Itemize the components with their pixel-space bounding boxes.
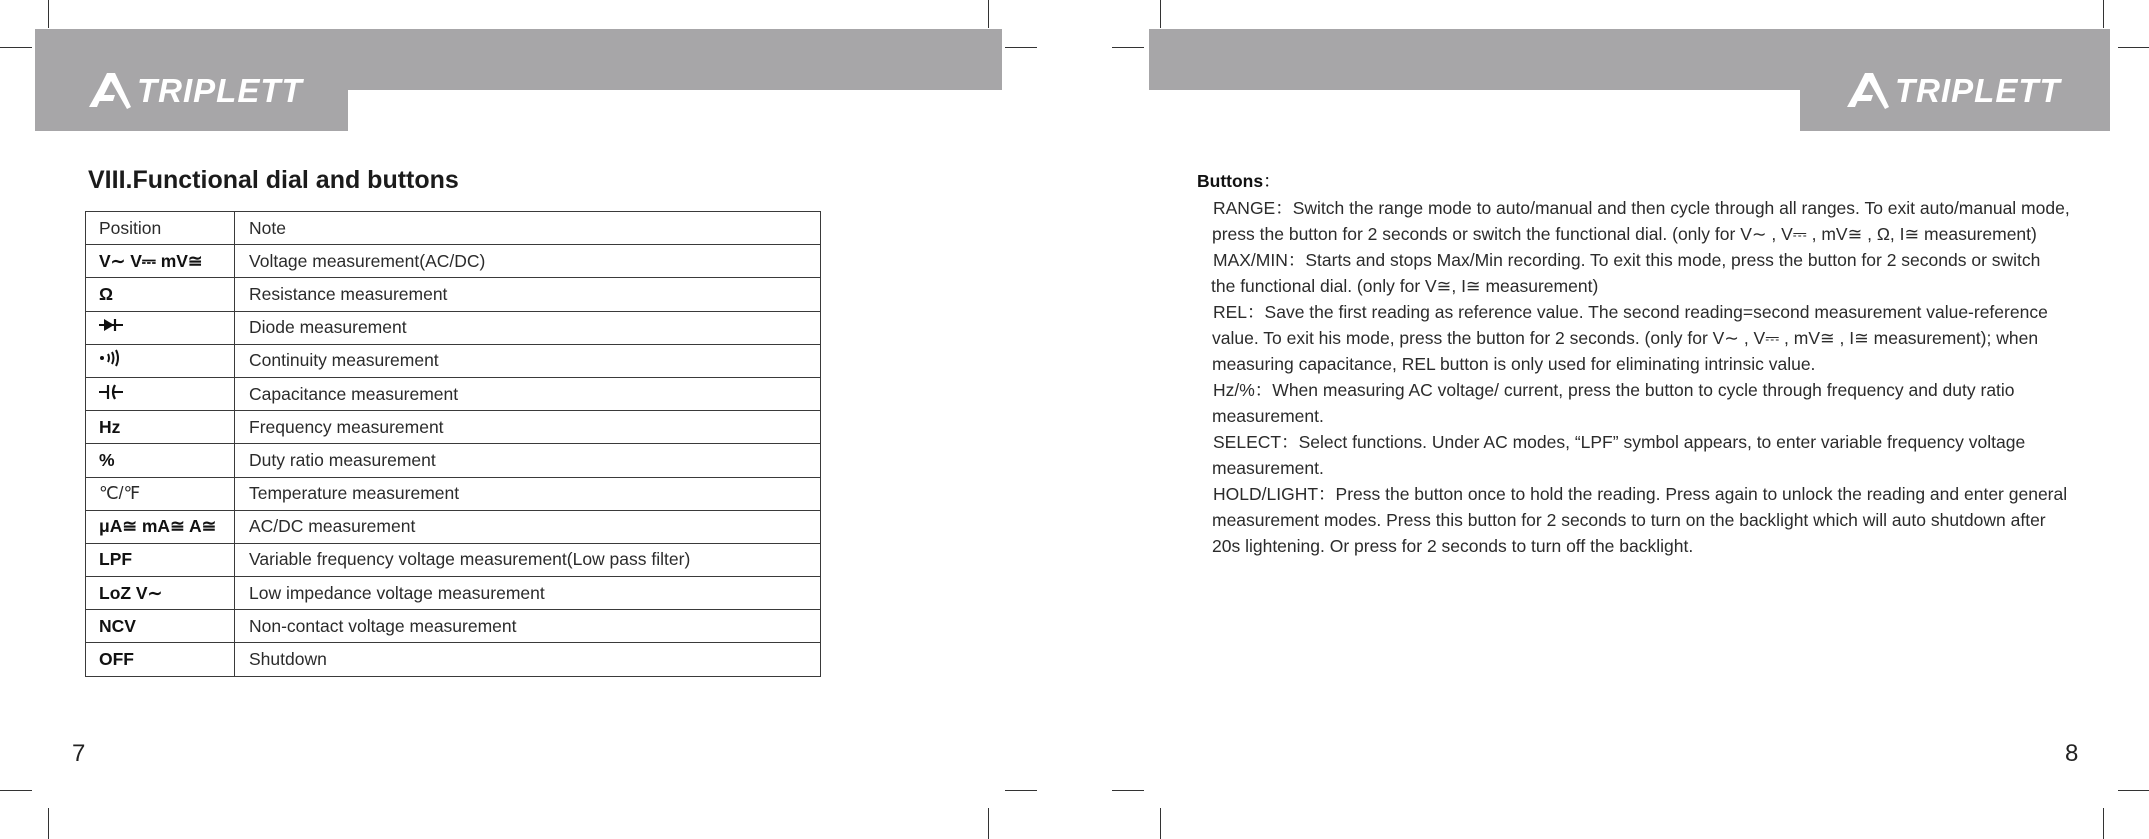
table-header-row — [86, 212, 821, 245]
note-cell: Capacitance measurement — [235, 377, 821, 410]
table-row — [86, 543, 821, 576]
note-cell: Frequency measurement — [235, 411, 821, 444]
table-row — [86, 377, 821, 410]
paragraph-line: measurement. — [1212, 458, 1324, 478]
crop-mark — [48, 808, 49, 839]
continuity-icon — [99, 349, 123, 367]
position-cell — [86, 377, 235, 410]
position-cell: Ω — [86, 278, 235, 311]
paragraph-line: the functional dial. (only for V≅, I≅ measurement) — [1211, 276, 1599, 296]
page-number: 8 — [2065, 740, 2079, 767]
crop-mark — [0, 790, 32, 791]
paragraph-line: value. To exit his mode, press the button for 2 seconds. (only for V∼ , V⎓ , mV≅ , I≅ measurement); when — [1212, 328, 2039, 348]
paragraph-line: RANGE：Switch the range mode to auto/manual and then cycle through all ranges. To exit auto/manual mode, — [1213, 198, 2070, 218]
table-row — [86, 610, 821, 643]
buttons-description — [1212, 195, 2092, 559]
paragraph-line: Hz/%：When measuring AC voltage/ current, press the button to cycle through frequency and duty ratio — [1213, 380, 2015, 400]
table-row — [86, 278, 821, 311]
position-cell: LPF — [86, 543, 235, 576]
brand-logo — [1845, 71, 2061, 111]
paragraph-line: measurement modes. Press this button for 2 seconds to turn on the backlight which will auto shutdown after — [1212, 510, 2046, 530]
note-cell: Temperature measurement — [235, 477, 821, 510]
position-cell: % — [86, 444, 235, 477]
buttons-heading — [1197, 168, 1281, 193]
position-cell: OFF — [86, 643, 235, 676]
paragraph-line: measuring capacitance, REL button is only used for eliminating intrinsic value. — [1212, 354, 1816, 374]
table-row — [86, 510, 821, 543]
table-header-position: Position — [86, 212, 235, 245]
table-row — [86, 444, 821, 477]
triplett-triangle-icon — [1845, 71, 1891, 111]
page-number: 7 — [72, 740, 86, 767]
functional-dial-table — [85, 211, 821, 677]
rel-paragraph — [1212, 299, 2092, 377]
position-cell: LoZ V∼ — [86, 577, 235, 610]
range-paragraph — [1212, 195, 2092, 247]
select-paragraph — [1212, 429, 2092, 481]
crop-mark — [2118, 790, 2149, 791]
note-cell: Voltage measurement(AC/DC) — [235, 245, 821, 278]
crop-mark — [988, 808, 989, 839]
position-cell: NCV — [86, 610, 235, 643]
note-cell: Diode measurement — [235, 311, 821, 344]
buttons-heading-colon: ： — [1263, 171, 1281, 191]
position-cell — [86, 344, 235, 377]
crop-mark — [1112, 790, 1144, 791]
crop-mark — [2118, 47, 2149, 48]
crop-mark — [1005, 790, 1037, 791]
note-cell: Shutdown — [235, 643, 821, 676]
paragraph-line: MAX/MIN：Starts and stops Max/Min recording. To exit this mode, press the button for 2 seconds or switch — [1213, 250, 2041, 270]
table-row — [86, 477, 821, 510]
position-cell — [86, 311, 235, 344]
crop-mark — [0, 47, 32, 48]
table-row — [86, 643, 821, 676]
table-row — [86, 344, 821, 377]
position-cell: Hz — [86, 411, 235, 444]
capacitor-icon — [99, 383, 123, 401]
note-cell: Low impedance voltage measurement — [235, 577, 821, 610]
max-min-paragraph — [1212, 247, 2092, 299]
note-cell: Variable frequency voltage measurement(Low pass filter) — [235, 543, 821, 576]
brand-logo — [87, 71, 303, 111]
note-cell: Duty ratio measurement — [235, 444, 821, 477]
paragraph-line: REL：Save the first reading as reference value. The second reading=second measurement value-reference — [1213, 302, 2048, 322]
table-row — [86, 411, 821, 444]
paragraph-line: press the button for 2 seconds or switch the functional dial. (only for V∼ , V⎓ , mV≅ , Ω, I≅ measurement) — [1212, 224, 2037, 244]
crop-mark — [1005, 47, 1037, 48]
position-cell: ℃/℉ — [86, 477, 235, 510]
note-cell: Resistance measurement — [235, 278, 821, 311]
crop-mark — [2103, 0, 2104, 28]
paragraph-line: SELECT：Select functions. Under AC modes, “LPF” symbol appears, to enter variable frequency voltage — [1213, 432, 2026, 452]
paragraph-line: HOLD/LIGHT：Press the button once to hold the reading. Press again to unlock the reading and enter general — [1213, 484, 2068, 504]
table-row — [86, 311, 821, 344]
section-title: VIII.Functional dial and buttons — [88, 166, 459, 194]
hold-light-paragraph — [1212, 481, 2092, 559]
note-cell: Non-contact voltage measurement — [235, 610, 821, 643]
crop-mark — [48, 0, 49, 28]
position-cell: μA≅ mA≅ A≅ — [86, 510, 235, 543]
crop-mark — [2103, 808, 2104, 839]
crop-mark — [988, 0, 989, 28]
buttons-heading-text: Buttons — [1197, 171, 1264, 191]
table-header-note: Note — [235, 212, 821, 245]
crop-mark — [1160, 0, 1161, 28]
diode-icon — [99, 317, 123, 333]
position-cell: V∼ V⎓ mV≅ — [86, 245, 235, 278]
paragraph-line: measurement. — [1212, 406, 1324, 426]
note-cell: AC/DC measurement — [235, 510, 821, 543]
triplett-triangle-icon — [87, 71, 133, 111]
crop-mark — [1160, 808, 1161, 839]
note-cell: Continuity measurement — [235, 344, 821, 377]
crop-mark — [1112, 47, 1144, 48]
hz-duty-paragraph — [1212, 377, 2092, 429]
table-row — [86, 245, 821, 278]
brand-name: TRIPLETT — [1895, 72, 2061, 109]
paragraph-line: 20s lightening. Or press for 2 seconds to turn off the backlight. — [1212, 536, 1694, 556]
table-row — [86, 577, 821, 610]
brand-name: TRIPLETT — [137, 72, 303, 109]
